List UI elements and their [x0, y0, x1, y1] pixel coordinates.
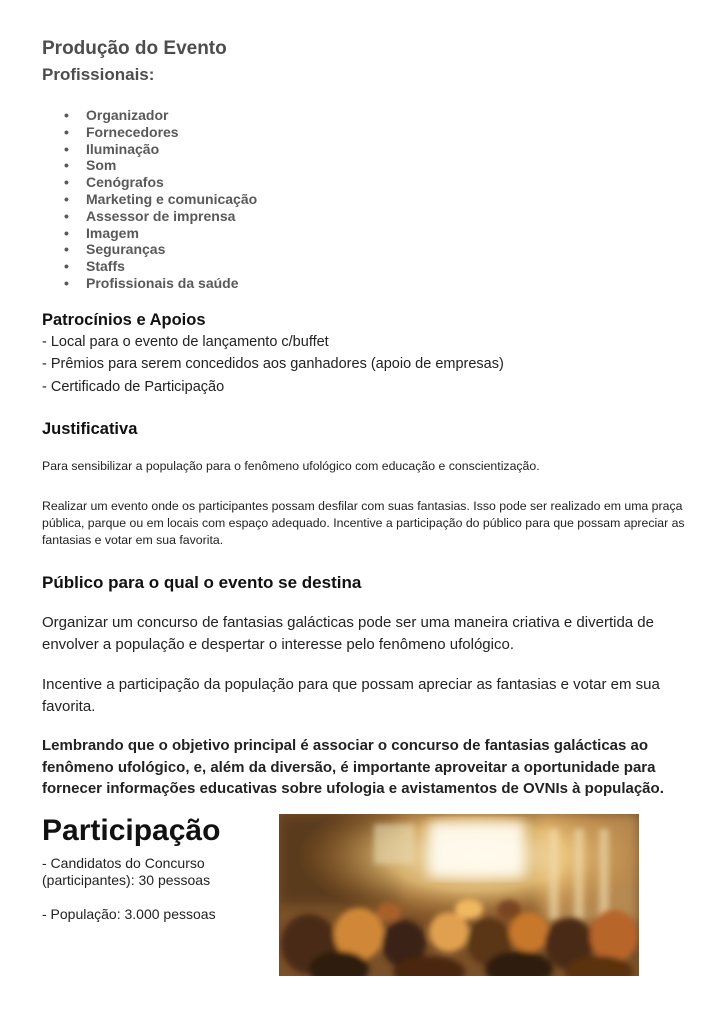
participacao-populacao: - População: 3.000 pessoas [42, 906, 216, 922]
list-item: • Assessor de imprensa [64, 208, 257, 225]
publico-paragraph-3: Lembrando que o objetivo principal é associar o concurso de fantasias galácticas ao fenômeno ufológico, e, além da diversão, é importante aproveitar a oportunidade para fornecer informações educativas sobre ufologia e avistamentos de OVNIs à população. [42, 737, 664, 797]
list-item: • Cenógrafos [64, 174, 257, 191]
list-item: • Staffs [64, 258, 257, 275]
publico-paragraph-1: Organizar um concurso de fantasias galácticas pode ser uma maneira criativa e divertida de envolver a população e despertar o interesse pelo fenômeno ufológico. [42, 614, 654, 653]
section-title-producao: Produção do Evento [42, 38, 227, 59]
justificativa-paragraph-1: Para sensibilizar a população para o fenômeno ufológico com educação e conscientização. [42, 459, 540, 473]
event-audience-photo [279, 814, 639, 976]
subtitle-profissionais: Profissionais: [42, 65, 155, 84]
event-audience-photo-graphic [279, 814, 639, 976]
list-item: • Iluminação [64, 141, 257, 158]
list-item: • Profissionais da saúde [64, 275, 257, 292]
section-title-participacao: Participação [42, 814, 221, 847]
section-title-publico: Público para o qual o evento se destina [42, 573, 362, 592]
list-item: • Imagem [64, 225, 257, 242]
professionals-list [64, 107, 257, 292]
patrocinio-line: - Prêmios para serem concedidos aos ganhadores (apoio de empresas) [42, 356, 504, 372]
patrocinio-line: - Certificado de Participação [42, 379, 225, 395]
participacao-candidatos: - Candidatos do Concurso (participantes): 30 pessoas [42, 855, 211, 888]
list-item: • Marketing e comunicação [64, 191, 257, 208]
list-item: • Som [64, 157, 257, 174]
section-title-patrocinios: Patrocínios e Apoios [42, 311, 206, 329]
patrocinio-line: - Local para o evento de lançamento c/buffet [42, 334, 329, 350]
section-title-justificativa: Justificativa [42, 420, 138, 438]
justificativa-paragraph-2: Realizar um evento onde os participantes possam desfilar com suas fantasias. Isso pode ser realizado em uma praça pública, parque ou em locais com espaço adequado. Incentive a participação do público para que possam apreciar as fantasias e votar em sua favorita. [42, 499, 685, 547]
list-item: • Fornecedores [64, 124, 257, 141]
publico-paragraph-2: Incentive a participação da população para que possam apreciar as fantasias e votar em sua favorita. [42, 676, 660, 715]
list-item: • Organizador [64, 107, 257, 124]
list-item: • Seguranças [64, 241, 257, 258]
